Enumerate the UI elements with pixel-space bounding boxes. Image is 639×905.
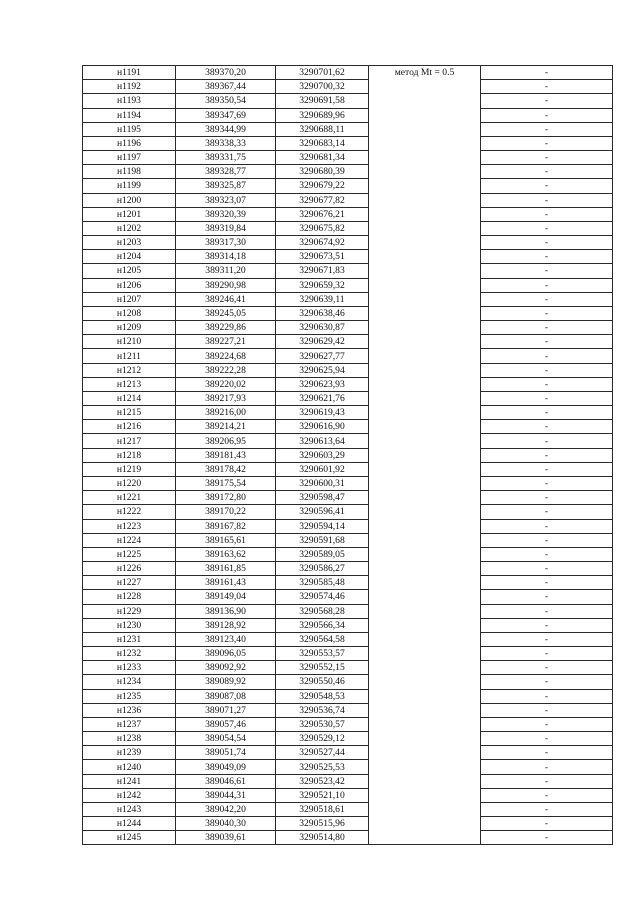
point-id-cell: н1191 bbox=[83, 66, 176, 80]
point-id-cell: н1198 bbox=[83, 165, 176, 179]
y-coordinate-cell: 3290629,42 bbox=[276, 335, 369, 349]
description-cell: - bbox=[481, 377, 613, 391]
x-coordinate-cell: 389338,33 bbox=[176, 136, 276, 150]
y-coordinate-cell: 3290689,96 bbox=[276, 108, 369, 122]
table-row bbox=[83, 221, 613, 235]
x-coordinate-cell: 389217,93 bbox=[176, 391, 276, 405]
x-coordinate-cell: 389178,42 bbox=[176, 462, 276, 476]
table-row bbox=[83, 491, 613, 505]
point-id-cell: н1241 bbox=[83, 774, 176, 788]
y-coordinate-cell: 3290688,11 bbox=[276, 122, 369, 136]
y-coordinate-cell: 3290625,94 bbox=[276, 363, 369, 377]
description-cell: - bbox=[481, 788, 613, 802]
table-row bbox=[83, 349, 613, 363]
table-row bbox=[83, 505, 613, 519]
description-cell: - bbox=[481, 406, 613, 420]
y-coordinate-cell: 3290659,32 bbox=[276, 278, 369, 292]
table-row bbox=[83, 236, 613, 250]
x-coordinate-cell: 389344,99 bbox=[176, 122, 276, 136]
description-cell: - bbox=[481, 108, 613, 122]
description-cell: - bbox=[481, 306, 613, 320]
description-cell: - bbox=[481, 321, 613, 335]
x-coordinate-cell: 389049,09 bbox=[176, 760, 276, 774]
x-coordinate-cell: 389314,18 bbox=[176, 250, 276, 264]
x-coordinate-cell: 389149,04 bbox=[176, 590, 276, 604]
y-coordinate-cell: 3290700,32 bbox=[276, 80, 369, 94]
table-row bbox=[83, 207, 613, 221]
x-coordinate-cell: 389350,54 bbox=[176, 94, 276, 108]
table-row bbox=[83, 533, 613, 547]
point-id-cell: н1219 bbox=[83, 462, 176, 476]
x-coordinate-cell: 389054,54 bbox=[176, 732, 276, 746]
point-id-cell: н1231 bbox=[83, 632, 176, 646]
x-coordinate-cell: 389039,61 bbox=[176, 831, 276, 845]
description-cell: - bbox=[481, 632, 613, 646]
description-cell: - bbox=[481, 717, 613, 731]
description-cell: - bbox=[481, 533, 613, 547]
description-cell: - bbox=[481, 618, 613, 632]
table-row bbox=[83, 250, 613, 264]
x-coordinate-cell: 389040,30 bbox=[176, 817, 276, 831]
description-cell: - bbox=[481, 647, 613, 661]
table-row bbox=[83, 689, 613, 703]
y-coordinate-cell: 3290553,57 bbox=[276, 647, 369, 661]
x-coordinate-cell: 389042,20 bbox=[176, 802, 276, 816]
table-row bbox=[83, 179, 613, 193]
point-id-cell: н1207 bbox=[83, 292, 176, 306]
table-row bbox=[83, 80, 613, 94]
table-row bbox=[83, 717, 613, 731]
point-id-cell: н1216 bbox=[83, 420, 176, 434]
table-row bbox=[83, 562, 613, 576]
table-row bbox=[83, 604, 613, 618]
y-coordinate-cell: 3290521,10 bbox=[276, 788, 369, 802]
y-coordinate-cell: 3290677,82 bbox=[276, 193, 369, 207]
x-coordinate-cell: 389051,74 bbox=[176, 746, 276, 760]
y-coordinate-cell: 3290671,83 bbox=[276, 264, 369, 278]
x-coordinate-cell: 389323,07 bbox=[176, 193, 276, 207]
y-coordinate-cell: 3290564,58 bbox=[276, 632, 369, 646]
table-row bbox=[83, 448, 613, 462]
point-id-cell: н1209 bbox=[83, 321, 176, 335]
y-coordinate-cell: 3290680,39 bbox=[276, 165, 369, 179]
description-cell: - bbox=[481, 476, 613, 490]
y-coordinate-cell: 3290616,90 bbox=[276, 420, 369, 434]
y-coordinate-cell: 3290596,41 bbox=[276, 505, 369, 519]
y-coordinate-cell: 3290627,77 bbox=[276, 349, 369, 363]
point-id-cell: н1228 bbox=[83, 590, 176, 604]
point-id-cell: н1214 bbox=[83, 391, 176, 405]
description-cell: - bbox=[481, 746, 613, 760]
y-coordinate-cell: 3290621,76 bbox=[276, 391, 369, 405]
description-cell: - bbox=[481, 590, 613, 604]
table-row bbox=[83, 476, 613, 490]
point-id-cell: н1222 bbox=[83, 505, 176, 519]
point-id-cell: н1200 bbox=[83, 193, 176, 207]
y-coordinate-cell: 3290613,64 bbox=[276, 434, 369, 448]
table-row bbox=[83, 675, 613, 689]
point-id-cell: н1238 bbox=[83, 732, 176, 746]
table-row bbox=[83, 802, 613, 816]
description-cell: - bbox=[481, 264, 613, 278]
description-cell: - bbox=[481, 675, 613, 689]
point-id-cell: н1227 bbox=[83, 576, 176, 590]
x-coordinate-cell: 389096,05 bbox=[176, 647, 276, 661]
x-coordinate-cell: 389206,95 bbox=[176, 434, 276, 448]
table-row bbox=[83, 278, 613, 292]
description-cell: - bbox=[481, 817, 613, 831]
table-row bbox=[83, 363, 613, 377]
description-cell: - bbox=[481, 165, 613, 179]
x-coordinate-cell: 389181,43 bbox=[176, 448, 276, 462]
description-cell: - bbox=[481, 462, 613, 476]
x-coordinate-cell: 389087,08 bbox=[176, 689, 276, 703]
description-cell: - bbox=[481, 774, 613, 788]
description-cell: - bbox=[481, 292, 613, 306]
table-row bbox=[83, 760, 613, 774]
y-coordinate-cell: 3290676,21 bbox=[276, 207, 369, 221]
coordinates-table-body bbox=[83, 66, 613, 845]
table-row bbox=[83, 391, 613, 405]
point-id-cell: н1236 bbox=[83, 703, 176, 717]
table-row bbox=[83, 292, 613, 306]
table-row bbox=[83, 108, 613, 122]
point-id-cell: н1232 bbox=[83, 647, 176, 661]
table-row bbox=[83, 193, 613, 207]
description-cell: - bbox=[481, 236, 613, 250]
x-coordinate-cell: 389046,61 bbox=[176, 774, 276, 788]
description-cell: - bbox=[481, 94, 613, 108]
description-cell: - bbox=[481, 519, 613, 533]
table-row bbox=[83, 590, 613, 604]
y-coordinate-cell: 3290552,15 bbox=[276, 661, 369, 675]
x-coordinate-cell: 389136,90 bbox=[176, 604, 276, 618]
x-coordinate-cell: 389227,21 bbox=[176, 335, 276, 349]
y-coordinate-cell: 3290550,46 bbox=[276, 675, 369, 689]
x-coordinate-cell: 389245,05 bbox=[176, 306, 276, 320]
point-id-cell: н1224 bbox=[83, 533, 176, 547]
point-id-cell: н1203 bbox=[83, 236, 176, 250]
description-cell: - bbox=[481, 689, 613, 703]
table-row bbox=[83, 519, 613, 533]
y-coordinate-cell: 3290601,92 bbox=[276, 462, 369, 476]
method-cell: метод Mt = 0.5 bbox=[369, 66, 481, 845]
point-id-cell: н1215 bbox=[83, 406, 176, 420]
description-cell: - bbox=[481, 562, 613, 576]
y-coordinate-cell: 3290574,46 bbox=[276, 590, 369, 604]
table-row bbox=[83, 136, 613, 150]
point-id-cell: н1234 bbox=[83, 675, 176, 689]
x-coordinate-cell: 389325,87 bbox=[176, 179, 276, 193]
y-coordinate-cell: 3290679,22 bbox=[276, 179, 369, 193]
point-id-cell: н1223 bbox=[83, 519, 176, 533]
description-cell: - bbox=[481, 207, 613, 221]
point-id-cell: н1220 bbox=[83, 476, 176, 490]
y-coordinate-cell: 3290591,68 bbox=[276, 533, 369, 547]
x-coordinate-cell: 389216,00 bbox=[176, 406, 276, 420]
table-row bbox=[83, 335, 613, 349]
table-row bbox=[83, 647, 613, 661]
table-row bbox=[83, 831, 613, 845]
x-coordinate-cell: 389224,68 bbox=[176, 349, 276, 363]
x-coordinate-cell: 389071,27 bbox=[176, 703, 276, 717]
table-row bbox=[83, 632, 613, 646]
y-coordinate-cell: 3290548,53 bbox=[276, 689, 369, 703]
point-id-cell: н1217 bbox=[83, 434, 176, 448]
description-cell: - bbox=[481, 703, 613, 717]
y-coordinate-cell: 3290585,48 bbox=[276, 576, 369, 590]
point-id-cell: н1197 bbox=[83, 151, 176, 165]
x-coordinate-cell: 389319,84 bbox=[176, 221, 276, 235]
x-coordinate-cell: 389167,82 bbox=[176, 519, 276, 533]
x-coordinate-cell: 389089,92 bbox=[176, 675, 276, 689]
point-id-cell: н1242 bbox=[83, 788, 176, 802]
point-id-cell: н1194 bbox=[83, 108, 176, 122]
table-row bbox=[83, 788, 613, 802]
y-coordinate-cell: 3290530,57 bbox=[276, 717, 369, 731]
table-row bbox=[83, 732, 613, 746]
point-id-cell: н1212 bbox=[83, 363, 176, 377]
point-id-cell: н1195 bbox=[83, 122, 176, 136]
point-id-cell: н1211 bbox=[83, 349, 176, 363]
point-id-cell: н1208 bbox=[83, 306, 176, 320]
y-coordinate-cell: 3290675,82 bbox=[276, 221, 369, 235]
description-cell: - bbox=[481, 420, 613, 434]
table-row bbox=[83, 306, 613, 320]
x-coordinate-cell: 389057,46 bbox=[176, 717, 276, 731]
point-id-cell: н1205 bbox=[83, 264, 176, 278]
x-coordinate-cell: 389347,69 bbox=[176, 108, 276, 122]
table-row bbox=[83, 420, 613, 434]
point-id-cell: н1204 bbox=[83, 250, 176, 264]
point-id-cell: н1243 bbox=[83, 802, 176, 816]
description-cell: - bbox=[481, 179, 613, 193]
table-row bbox=[83, 547, 613, 561]
point-id-cell: н1240 bbox=[83, 760, 176, 774]
point-id-cell: н1192 bbox=[83, 80, 176, 94]
description-cell: - bbox=[481, 576, 613, 590]
x-coordinate-cell: 389161,43 bbox=[176, 576, 276, 590]
description-cell: - bbox=[481, 250, 613, 264]
x-coordinate-cell: 389128,92 bbox=[176, 618, 276, 632]
description-cell: - bbox=[481, 136, 613, 150]
y-coordinate-cell: 3290683,14 bbox=[276, 136, 369, 150]
table-row bbox=[83, 377, 613, 391]
point-id-cell: н1218 bbox=[83, 448, 176, 462]
x-coordinate-cell: 389214,21 bbox=[176, 420, 276, 434]
point-id-cell: н1239 bbox=[83, 746, 176, 760]
y-coordinate-cell: 3290598,47 bbox=[276, 491, 369, 505]
point-id-cell: н1201 bbox=[83, 207, 176, 221]
point-id-cell: н1210 bbox=[83, 335, 176, 349]
description-cell: - bbox=[481, 193, 613, 207]
y-coordinate-cell: 3290603,29 bbox=[276, 448, 369, 462]
y-coordinate-cell: 3290566,34 bbox=[276, 618, 369, 632]
point-id-cell: н1221 bbox=[83, 491, 176, 505]
table-row bbox=[83, 462, 613, 476]
y-coordinate-cell: 3290586,27 bbox=[276, 562, 369, 576]
x-coordinate-cell: 389165,61 bbox=[176, 533, 276, 547]
description-cell: - bbox=[481, 151, 613, 165]
description-cell: - bbox=[481, 661, 613, 675]
x-coordinate-cell: 389220,02 bbox=[176, 377, 276, 391]
x-coordinate-cell: 389092,92 bbox=[176, 661, 276, 675]
x-coordinate-cell: 389290,98 bbox=[176, 278, 276, 292]
table-row bbox=[83, 817, 613, 831]
y-coordinate-cell: 3290681,34 bbox=[276, 151, 369, 165]
description-cell: - bbox=[481, 732, 613, 746]
y-coordinate-cell: 3290619,43 bbox=[276, 406, 369, 420]
table-row bbox=[83, 576, 613, 590]
point-id-cell: н1199 bbox=[83, 179, 176, 193]
description-cell: - bbox=[481, 278, 613, 292]
x-coordinate-cell: 389044,31 bbox=[176, 788, 276, 802]
y-coordinate-cell: 3290639,11 bbox=[276, 292, 369, 306]
x-coordinate-cell: 389172,80 bbox=[176, 491, 276, 505]
y-coordinate-cell: 3290594,14 bbox=[276, 519, 369, 533]
y-coordinate-cell: 3290525,53 bbox=[276, 760, 369, 774]
table-row bbox=[83, 321, 613, 335]
y-coordinate-cell: 3290518,61 bbox=[276, 802, 369, 816]
table-row bbox=[83, 703, 613, 717]
table-row bbox=[83, 618, 613, 632]
table-row bbox=[83, 165, 613, 179]
x-coordinate-cell: 389311,20 bbox=[176, 264, 276, 278]
description-cell: - bbox=[481, 831, 613, 845]
x-coordinate-cell: 389367,44 bbox=[176, 80, 276, 94]
y-coordinate-cell: 3290600,31 bbox=[276, 476, 369, 490]
table-row bbox=[83, 66, 613, 80]
x-coordinate-cell: 389161,85 bbox=[176, 562, 276, 576]
point-id-cell: н1244 bbox=[83, 817, 176, 831]
description-cell: - bbox=[481, 363, 613, 377]
table-row bbox=[83, 151, 613, 165]
description-cell: - bbox=[481, 434, 613, 448]
table-row bbox=[83, 122, 613, 136]
y-coordinate-cell: 3290589,05 bbox=[276, 547, 369, 561]
y-coordinate-cell: 3290529,12 bbox=[276, 732, 369, 746]
table-row bbox=[83, 661, 613, 675]
point-id-cell: н1230 bbox=[83, 618, 176, 632]
x-coordinate-cell: 389163,62 bbox=[176, 547, 276, 561]
x-coordinate-cell: 389170,22 bbox=[176, 505, 276, 519]
y-coordinate-cell: 3290514,80 bbox=[276, 831, 369, 845]
x-coordinate-cell: 389320,39 bbox=[176, 207, 276, 221]
point-id-cell: н1229 bbox=[83, 604, 176, 618]
point-id-cell: н1206 bbox=[83, 278, 176, 292]
x-coordinate-cell: 389175,54 bbox=[176, 476, 276, 490]
point-id-cell: н1226 bbox=[83, 562, 176, 576]
y-coordinate-cell: 3290638,46 bbox=[276, 306, 369, 320]
y-coordinate-cell: 3290674,92 bbox=[276, 236, 369, 250]
description-cell: - bbox=[481, 349, 613, 363]
x-coordinate-cell: 389331,75 bbox=[176, 151, 276, 165]
y-coordinate-cell: 3290568,28 bbox=[276, 604, 369, 618]
x-coordinate-cell: 389328,77 bbox=[176, 165, 276, 179]
table-row bbox=[83, 406, 613, 420]
description-cell: - bbox=[481, 491, 613, 505]
description-cell: - bbox=[481, 221, 613, 235]
point-id-cell: н1225 bbox=[83, 547, 176, 561]
y-coordinate-cell: 3290523,42 bbox=[276, 774, 369, 788]
y-coordinate-cell: 3290536,74 bbox=[276, 703, 369, 717]
description-cell: - bbox=[481, 448, 613, 462]
x-coordinate-cell: 389370,20 bbox=[176, 66, 276, 80]
point-id-cell: н1202 bbox=[83, 221, 176, 235]
description-cell: - bbox=[481, 122, 613, 136]
x-coordinate-cell: 389222,28 bbox=[176, 363, 276, 377]
y-coordinate-cell: 3290701,62 bbox=[276, 66, 369, 80]
description-cell: - bbox=[481, 391, 613, 405]
point-id-cell: н1196 bbox=[83, 136, 176, 150]
description-cell: - bbox=[481, 604, 613, 618]
table-row bbox=[83, 774, 613, 788]
x-coordinate-cell: 389246,41 bbox=[176, 292, 276, 306]
point-id-cell: н1245 bbox=[83, 831, 176, 845]
description-cell: - bbox=[481, 335, 613, 349]
table-row bbox=[83, 746, 613, 760]
point-id-cell: н1213 bbox=[83, 377, 176, 391]
y-coordinate-cell: 3290691,58 bbox=[276, 94, 369, 108]
y-coordinate-cell: 3290515,96 bbox=[276, 817, 369, 831]
table-row bbox=[83, 434, 613, 448]
coordinates-table bbox=[82, 65, 613, 845]
description-cell: - bbox=[481, 66, 613, 80]
x-coordinate-cell: 389317,30 bbox=[176, 236, 276, 250]
y-coordinate-cell: 3290630,87 bbox=[276, 321, 369, 335]
x-coordinate-cell: 389229,86 bbox=[176, 321, 276, 335]
point-id-cell: н1237 bbox=[83, 717, 176, 731]
point-id-cell: н1235 bbox=[83, 689, 176, 703]
description-cell: - bbox=[481, 760, 613, 774]
description-cell: - bbox=[481, 547, 613, 561]
point-id-cell: н1233 bbox=[83, 661, 176, 675]
description-cell: - bbox=[481, 802, 613, 816]
point-id-cell: н1193 bbox=[83, 94, 176, 108]
description-cell: - bbox=[481, 505, 613, 519]
y-coordinate-cell: 3290623,93 bbox=[276, 377, 369, 391]
table-row bbox=[83, 264, 613, 278]
y-coordinate-cell: 3290673,51 bbox=[276, 250, 369, 264]
description-cell: - bbox=[481, 80, 613, 94]
table-row bbox=[83, 94, 613, 108]
y-coordinate-cell: 3290527,44 bbox=[276, 746, 369, 760]
x-coordinate-cell: 389123,40 bbox=[176, 632, 276, 646]
